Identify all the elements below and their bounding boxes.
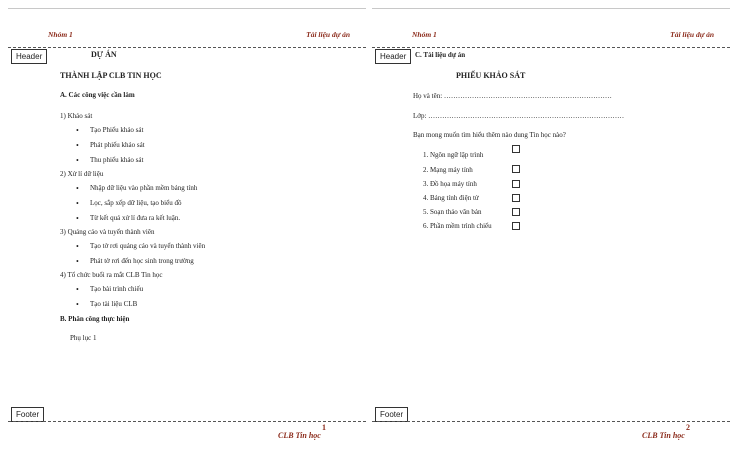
task-1-item-3: • Thu phiếu khảo sát <box>90 156 143 165</box>
option-6-checkbox[interactable] <box>512 222 520 230</box>
header-left-text: Nhóm 1 <box>48 30 73 39</box>
page-number: 2 <box>686 423 690 432</box>
class-field-line[interactable]: Lớp: ………………………………………………………………………… <box>413 112 625 120</box>
footer-text: CLB Tin học <box>642 431 685 440</box>
option-2-label: 2. Mạng máy tính <box>423 166 473 174</box>
option-6-label: 6. Phần mềm trình chiếu <box>423 222 492 230</box>
header-tag[interactable]: Header <box>375 49 411 64</box>
header-left-text: Nhóm 1 <box>412 30 437 39</box>
task-2-heading: 2) Xử lí dữ liệu <box>60 170 104 178</box>
header-separator <box>8 47 366 48</box>
option-3-checkbox[interactable] <box>512 180 520 188</box>
page-top-edge <box>8 8 366 9</box>
task-4-heading: 4) Tổ chức buổi ra mắt CLB Tin học <box>60 271 163 279</box>
header-separator <box>372 47 730 48</box>
name-field-line[interactable]: Họ và tên: ……………………………………………………………… <box>413 92 612 100</box>
page-number: 1 <box>322 423 326 432</box>
option-5-checkbox[interactable] <box>512 208 520 216</box>
footer-tag[interactable]: Footer <box>11 407 44 422</box>
task-1-heading: 1) Khảo sát <box>60 112 93 120</box>
option-1-checkbox[interactable] <box>512 145 520 153</box>
task-2-item-2: • Lọc, sắp xếp dữ liệu, tạo biểu đồ <box>90 199 181 208</box>
task-2-item-1: • Nhập dữ liệu vào phần mềm bảng tính <box>90 184 197 193</box>
option-4-checkbox[interactable] <box>512 194 520 202</box>
document-page-1 <box>8 0 366 455</box>
section-b-heading: B. Phân công thực hiện <box>60 315 130 323</box>
task-3-item-2: • Phát tờ rơi đến học sinh trong trường <box>90 257 194 266</box>
section-c-heading: C. Tài liệu dự án <box>415 51 466 59</box>
option-1-label: 1. Ngôn ngữ lập trình <box>423 151 484 159</box>
footer-separator <box>8 421 366 422</box>
footer-tag[interactable]: Footer <box>375 407 408 422</box>
option-5-label: 5. Soạn thảo văn bản <box>423 208 482 216</box>
task-1-item-2: • Phát phiếu khảo sát <box>90 141 145 150</box>
option-3-label: 3. Đồ họa máy tính <box>423 180 477 188</box>
option-4-label: 4. Bảng tính điện tử <box>423 194 479 202</box>
appendix-text: Phụ lục 1 <box>70 334 97 342</box>
page-top-edge <box>372 8 730 9</box>
footer-separator <box>372 421 730 422</box>
header-right-text: Tài liệu dự án <box>670 30 714 39</box>
title-line-2: THÀNH LẬP CLB TIN HỌC <box>60 71 162 80</box>
option-2-checkbox[interactable] <box>512 165 520 173</box>
title-line-1: DỰ ÁN <box>91 50 117 59</box>
task-4-item-1: • Tạo bài trình chiếu <box>90 285 143 294</box>
task-1-item-1: • Tạo Phiếu khảo sát <box>90 126 143 135</box>
document-page-2 <box>372 0 730 455</box>
footer-text: CLB Tin học <box>278 431 321 440</box>
survey-question: Bạn mong muốn tìm hiểu thêm nào dung Tin học nào? <box>413 131 566 139</box>
task-3-heading: 3) Quảng cáo và tuyển thành viên <box>60 228 155 236</box>
task-4-item-2: • Tạo tài liệu CLB <box>90 300 137 309</box>
header-right-text: Tài liệu dự án <box>306 30 350 39</box>
task-2-item-3: • Từ kết quả xử lí đưa ra kết luận. <box>90 214 180 223</box>
task-3-item-1: • Tạo tờ rơi quảng cáo và tuyển thành viên <box>90 242 205 251</box>
header-tag[interactable]: Header <box>11 49 47 64</box>
survey-title: PHIẾU KHẢO SÁT <box>456 71 526 80</box>
section-a-heading: A. Các công việc cần làm <box>60 91 135 99</box>
